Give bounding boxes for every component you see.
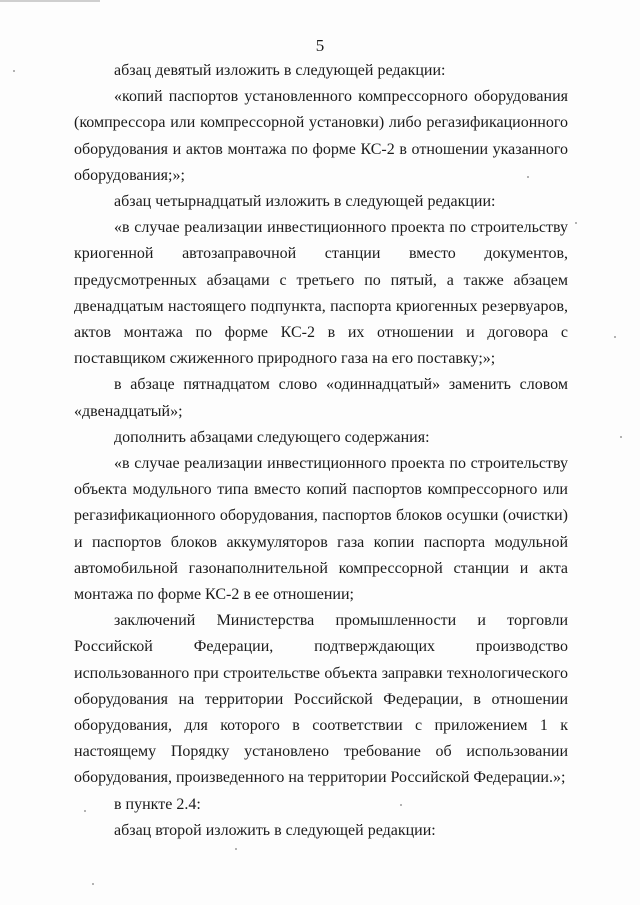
- scan-speck: [235, 848, 237, 850]
- document-body: [74, 58, 568, 844]
- scan-speck: [620, 436, 622, 438]
- scan-edge-line: [0, 0, 100, 2]
- paragraph-6: дополнить абзацами следующего содержания:: [114, 428, 430, 446]
- scan-speck: [92, 883, 94, 885]
- paragraph-3: абзац четырнадцатый изложить в следующей редакции:: [114, 193, 496, 211]
- paragraph-7: «в случае реализации инвестиционного проекта по строительству объекта модульного типа вместо копий паспортов компрессорного или регазификационного оборудования, паспортов блоков осушки (очистки) и паспортов блоков аккумуляторов газа копии паспорта модульной автомобильной газонаполнительной компрессорной станции и акта монтажа по форме КС-2 в ее отношении;: [74, 455, 568, 604]
- paragraph-4: «в случае реализации инвестиционного проекта по строительству криогенной автозаправочной станции вместо документов, предусмотренных абзацами с третьего по пятый, а также абзацем двенадцатым настоящего подпункта, паспорта криогенных резервуаров, актов монтажа по форме КС-2 в их отношении и договора с поставщиком сжиженного природного газа на его поставку;»;: [74, 219, 568, 368]
- scan-speck: [400, 804, 402, 806]
- page-number: 5: [315, 36, 325, 55]
- paragraph-8: заключений Министерства промышленности и торговли Российской Федерации, подтверждающих производство использованного при строительстве объекта заправки технологического оборудования на территории Российской Федерации, в отношении оборудования, для которого в соответствии с приложением 1 к настоящему Порядку установлено требование об использовании оборудования, произведенного на территории Российской Федерации.»;: [74, 612, 568, 787]
- scan-speck: [84, 810, 86, 812]
- scan-speck: [13, 70, 15, 72]
- paragraph-9: в пункте 2.4:: [114, 795, 201, 813]
- scan-speck: [614, 336, 616, 338]
- paragraph-10: абзац второй изложить в следующей редакции:: [114, 821, 436, 839]
- paragraph-5: в абзаце пятнадцатом слово «одиннадцатый» заменить словом «двенадцатый»;: [74, 376, 568, 420]
- scan-speck: [575, 222, 577, 224]
- paragraph-2: «копий паспортов установленного компрессорного оборудования (компрессора или компрессорной установки) либо регазификационного оборудования и актов монтажа по форме КС-2 в отношении указанного оборудования;»;: [74, 88, 568, 184]
- paragraph-1: абзац девятый изложить в следующей редакции:: [114, 62, 446, 79]
- scan-speck: [527, 176, 529, 178]
